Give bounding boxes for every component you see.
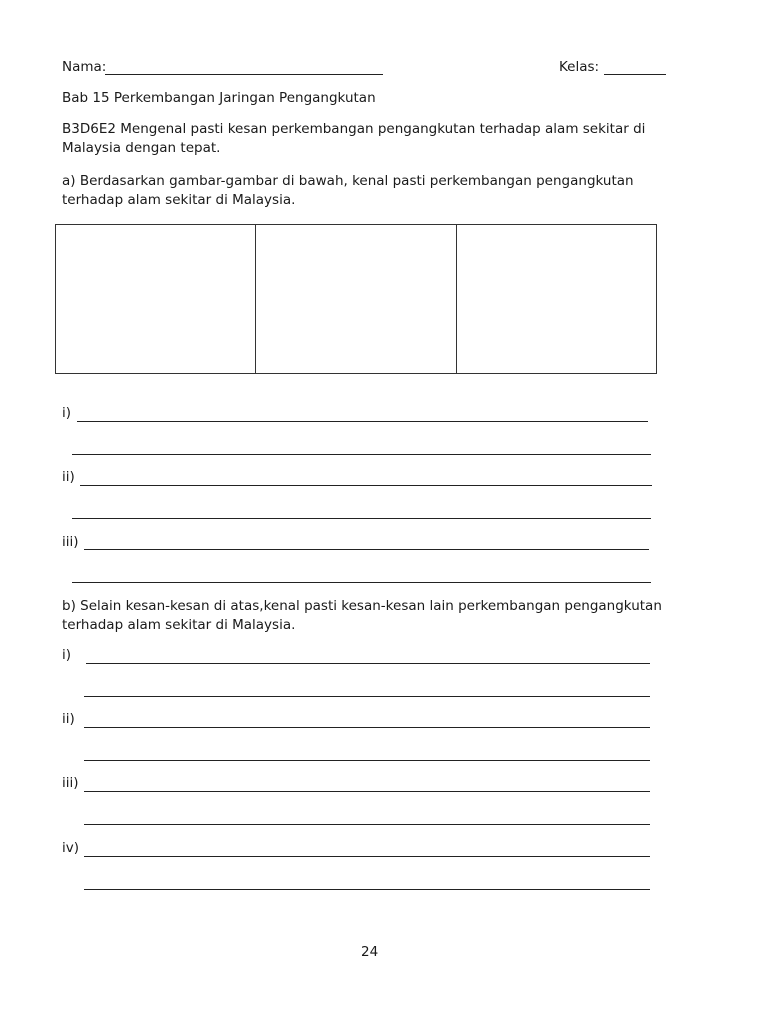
page-number: 24 — [361, 944, 379, 960]
section-b-item-label: i) — [62, 647, 72, 663]
section-a-item-label: i) — [62, 405, 72, 421]
picture-grid — [55, 224, 657, 374]
section-b-item-label: ii) — [62, 711, 75, 727]
picture-box-2 — [256, 225, 456, 373]
name-field[interactable] — [105, 74, 383, 75]
answer-line[interactable] — [84, 889, 650, 890]
answer-line[interactable] — [77, 421, 648, 422]
answer-line[interactable] — [84, 727, 650, 728]
answer-line[interactable] — [72, 518, 651, 519]
class-field[interactable] — [604, 74, 666, 75]
picture-box-3 — [457, 225, 656, 373]
name-label: Nama: — [62, 59, 107, 75]
section-b-item-label: iv) — [62, 840, 80, 856]
section-b-instruction: b) Selain kesan-kesan di atas,kenal pasti kesan-kesan lain perkembangan pengangkutan terhadap alam sekitar di Malaysia. — [62, 598, 662, 633]
answer-line[interactable] — [84, 791, 650, 792]
picture-box-1 — [56, 225, 256, 373]
answer-line[interactable] — [84, 824, 650, 825]
answer-line[interactable] — [84, 856, 650, 857]
answer-line[interactable] — [84, 696, 650, 697]
answer-line[interactable] — [72, 582, 651, 583]
answer-line[interactable] — [84, 549, 649, 550]
learning-objective: B3D6E2 Mengenal pasti kesan perkembangan pengangkutan terhadap alam sekitar di Malaysia dengan tepat. — [62, 121, 646, 156]
section-a-item-label: iii) — [62, 534, 79, 550]
class-label: Kelas: — [559, 59, 600, 75]
answer-line[interactable] — [84, 760, 650, 761]
section-a-item-label: ii) — [62, 469, 75, 485]
answer-line[interactable] — [86, 663, 650, 664]
chapter-title: Bab 15 Perkembangan Jaringan Pengangkutan — [62, 90, 376, 106]
answer-line[interactable] — [80, 485, 652, 486]
section-a-instruction: a) Berdasarkan gambar-gambar di bawah, kenal pasti perkembangan pengangkutan terhadap alam sekitar di Malaysia. — [62, 173, 634, 208]
section-b-item-label: iii) — [62, 775, 79, 791]
answer-line[interactable] — [72, 454, 651, 455]
